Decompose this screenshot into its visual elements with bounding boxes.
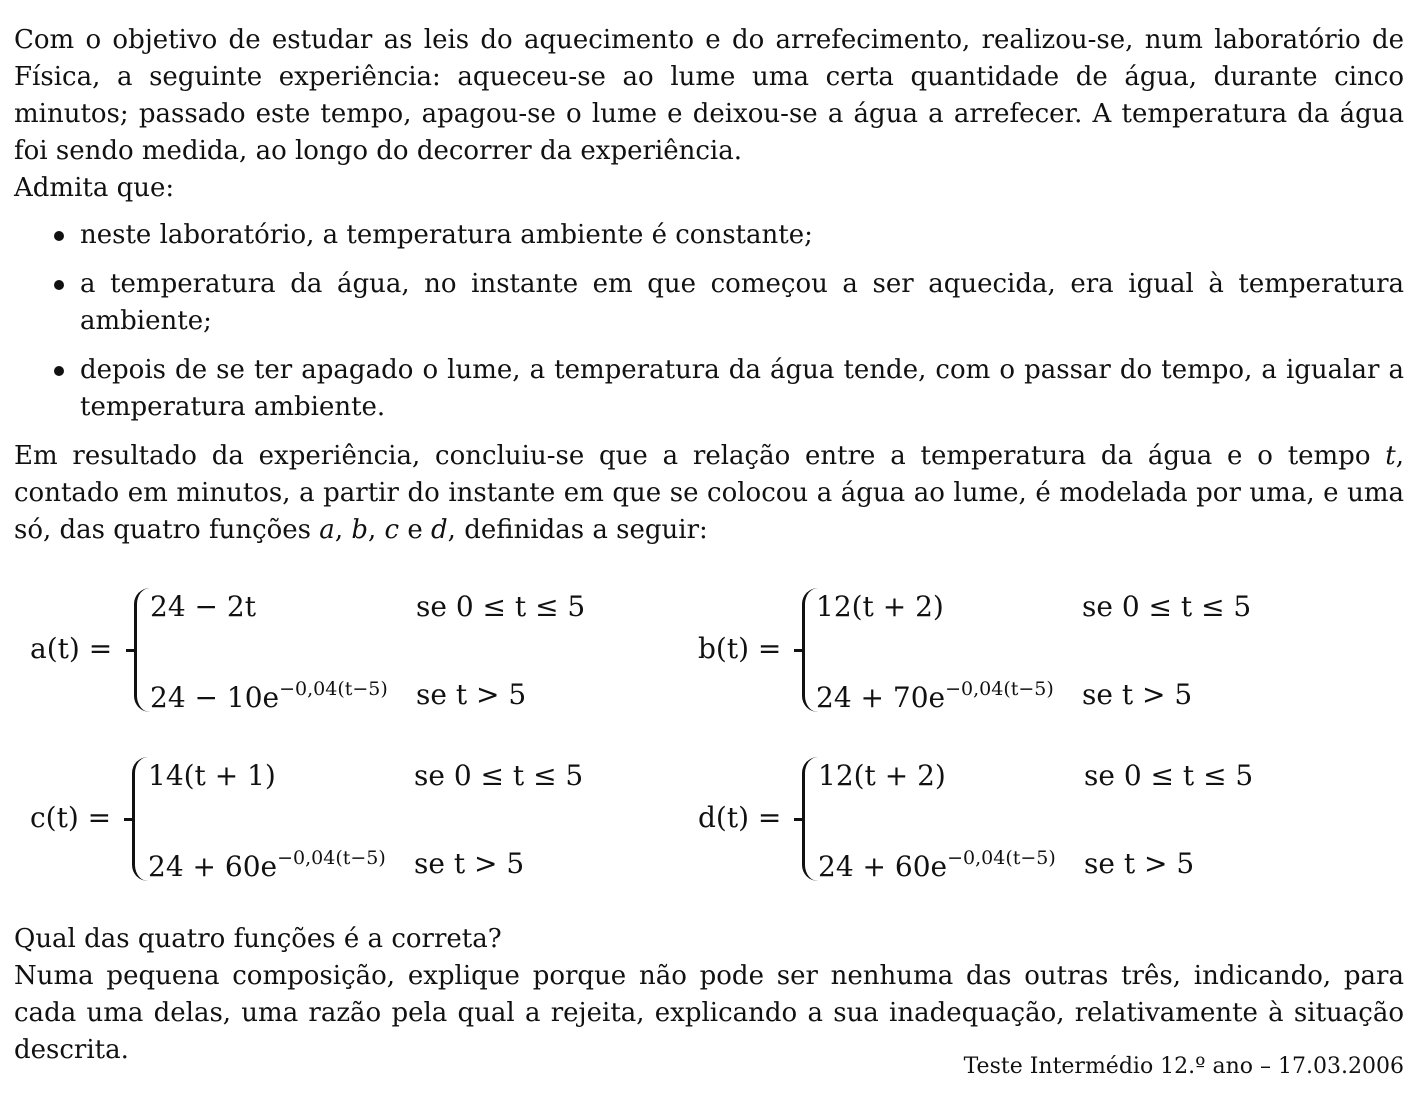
function-c-lhs: c(t) =	[30, 801, 112, 834]
bullet-icon	[54, 280, 64, 290]
assumption-item: a temperatura da água, no instante em que começou a ser aquecida, era igual à temperatura ambiente;	[14, 266, 1404, 340]
function-a-cond2: se t > 5	[416, 678, 527, 711]
function-d-lhs: d(t) =	[698, 801, 782, 834]
intro-paragraph: Com o objetivo de estudar as leis do aquecimento e do arrefecimento, realizou-se, num laboratório de Física, a seguinte experiência: aqueceu-se ao lume uma certa quantidade de água, durante cinco minutos; passado este tempo, apagou-se o lume e deixou-se a água a arrefecer. A temperatura da água foi sendo medida, ao longo do decorrer da experiência.	[14, 25, 1404, 166]
function-b-expr2: $24 + 70e^{-0,04(t-5)}$	[816, 678, 1054, 714]
function-a-cond1: se 0 ≤ t ≤ 5	[416, 590, 586, 623]
function-a-expr1: 24 − 2t	[150, 590, 256, 623]
assumption-item: depois de se ter apagado o lume, a temperatura da água tende, com o passar do tempo, a igualar a temperatura ambiente.	[14, 352, 1404, 426]
questions	[14, 921, 1404, 1069]
problem-text	[14, 22, 1404, 549]
function-c-cond1: se 0 ≤ t ≤ 5	[414, 759, 584, 792]
function-d-cond2: se t > 5	[1084, 847, 1195, 880]
footer-source: Teste Intermédio 12.º ano – 17.03.2006	[963, 1054, 1404, 1079]
function-c-expr2: $24 + 60e^{-0,04(t-5)}$	[148, 847, 386, 883]
result-paragraph: Em resultado da experiência, concluiu-se que a relação entre a temperatura da água e o tempo t, contado em minutos, a partir do instante em que se colocou a água ao lume, é modelada por uma, e uma só, das quatro funções a, b, c e d, definidas a seguir:	[14, 441, 1404, 545]
function-c-cond2: se t > 5	[414, 847, 525, 880]
bullet-icon	[54, 366, 64, 376]
function-b-lhs: b(t) =	[698, 632, 782, 665]
assumption-item: neste laboratório, a temperatura ambiente é constante;	[14, 217, 1404, 254]
function-a-lhs: a(t) =	[30, 632, 113, 665]
assumption-list	[14, 217, 1404, 426]
function-c-expr1: 14(t + 1)	[148, 759, 276, 792]
function-b-cond1: se 0 ≤ t ≤ 5	[1082, 590, 1252, 623]
question-1: Qual das quatro funções é a correta?	[14, 924, 502, 954]
function-a-expr2: $24 - 10e^{-0,04(t-5)}$	[150, 678, 388, 714]
bullet-icon	[54, 231, 64, 241]
function-d-cond1: se 0 ≤ t ≤ 5	[1084, 759, 1254, 792]
function-b-expr1: 12(t + 2)	[816, 590, 944, 623]
function-d-expr2: $24 + 60e^{-0,04(t-5)}$	[818, 847, 1056, 883]
question-2: Numa pequena composição, explique porque não pode ser nenhuma das outras três, indicando, para cada uma delas, uma razão pela qual a rejeita, explicando a sua inadequação, relativamente à situação descrita.	[14, 961, 1404, 1065]
function-d-expr1: 12(t + 2)	[818, 759, 946, 792]
function-b-cond2: se t > 5	[1082, 678, 1193, 711]
admita-label: Admita que:	[14, 173, 175, 203]
